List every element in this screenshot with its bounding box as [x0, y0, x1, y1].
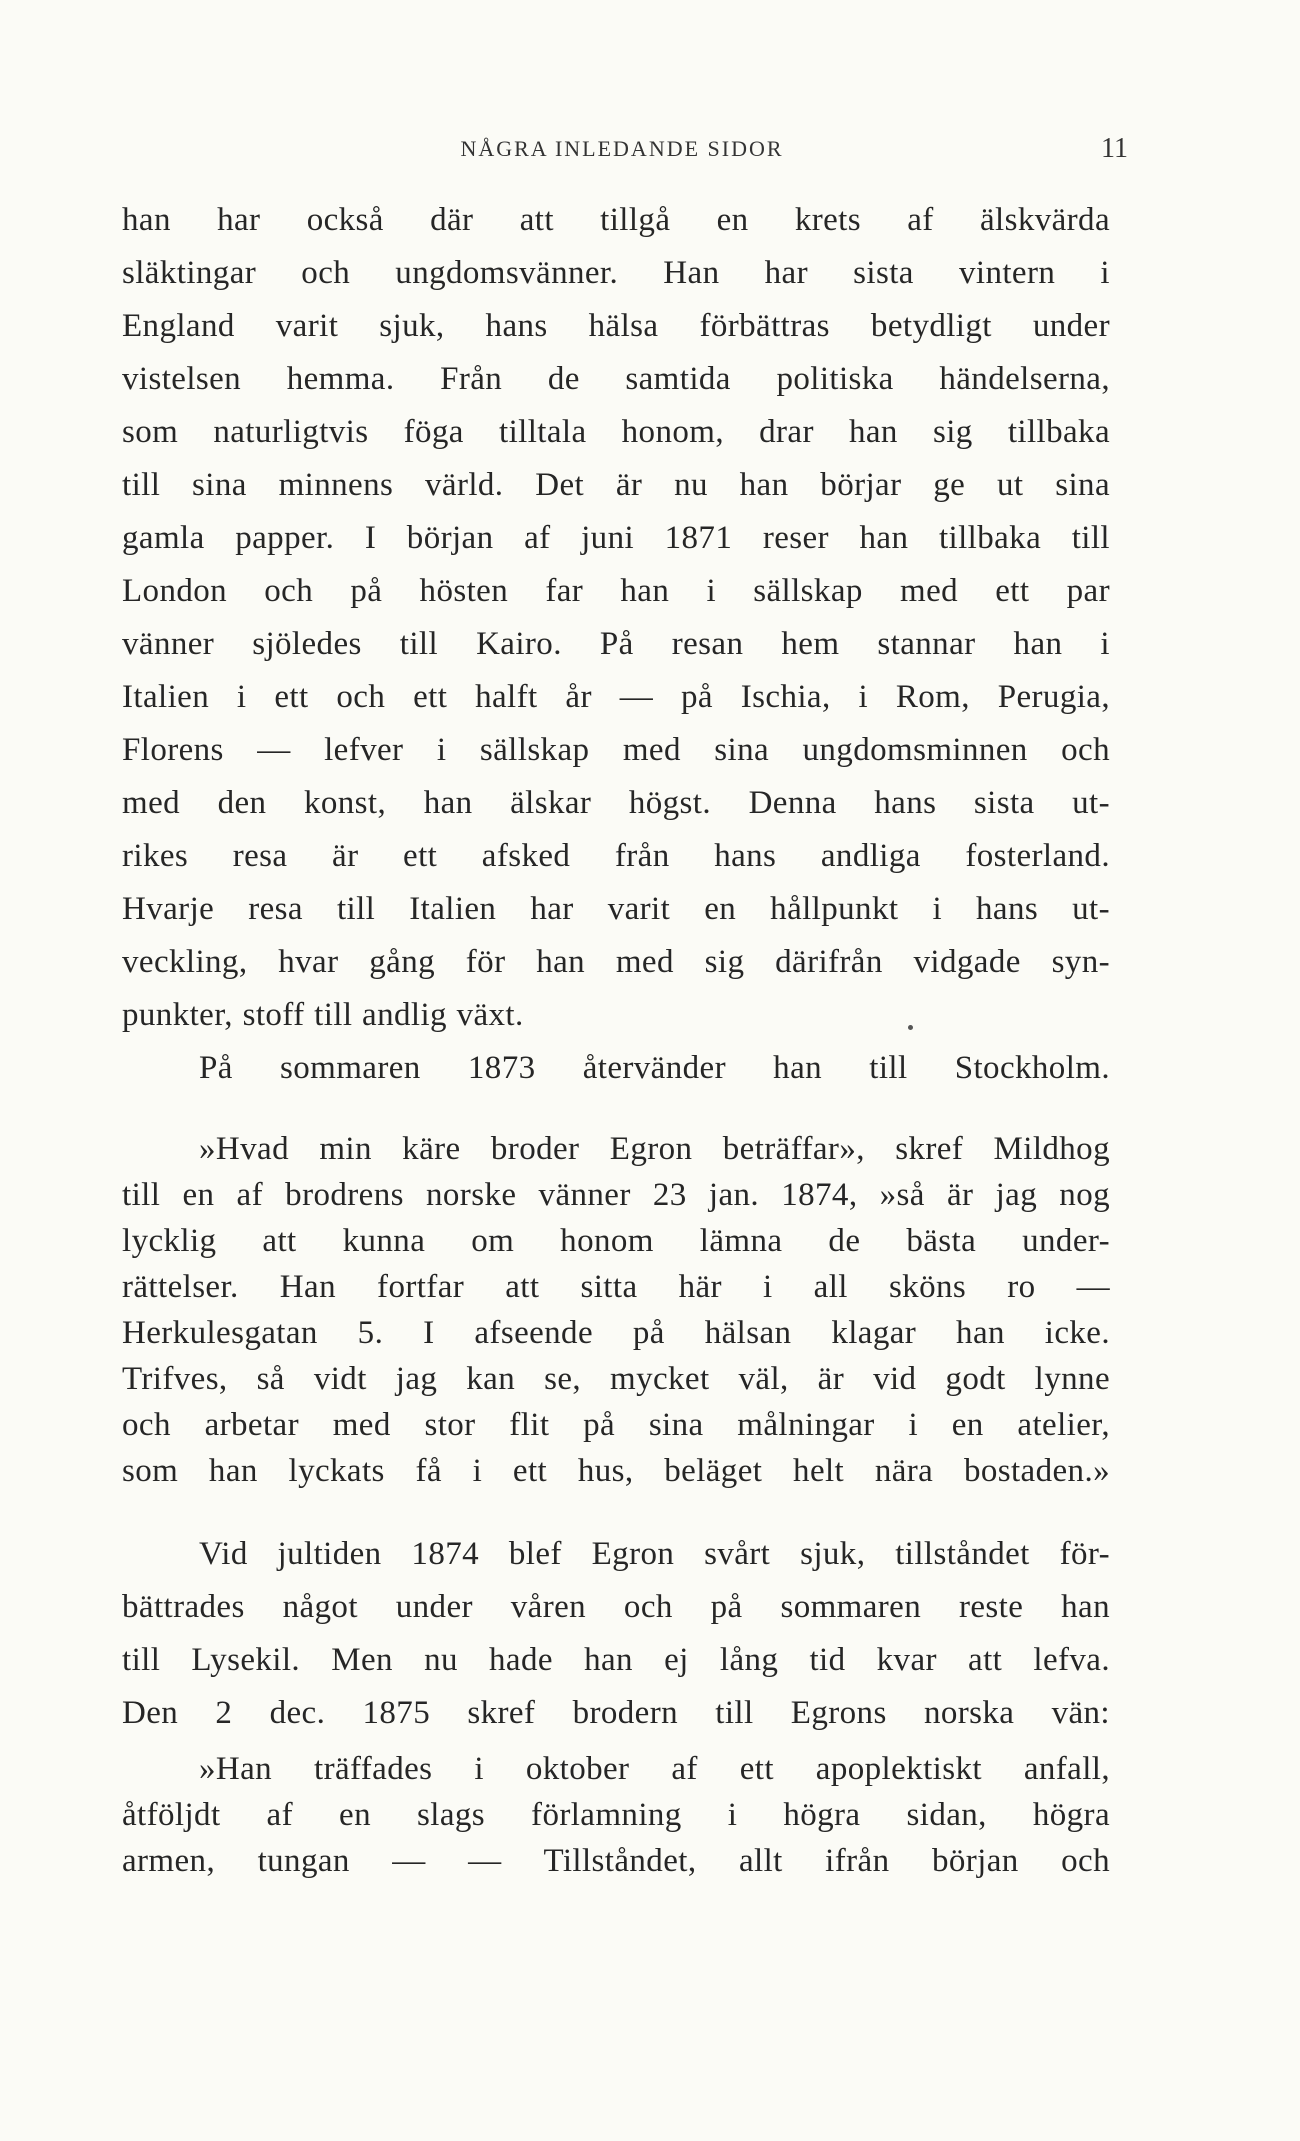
- text-line: han har också där att tillgå en krets af älskvärda: [122, 202, 1110, 238]
- text-line: vistelsen hemma. Från de samtida politiska händelserna,: [122, 361, 1110, 397]
- text-line: med den konst, han älskar högst. Denna hans sista ut-: [122, 785, 1110, 821]
- text-line: Italien i ett och ett halft år — på Ischia, i Rom, Perugia,: [122, 679, 1110, 715]
- text-line: rättelser. Han fortfar att sitta här i all sköns ro —: [122, 1269, 1110, 1305]
- paragraph-3: [122, 1126, 1110, 1494]
- page-number: 11: [1101, 133, 1128, 164]
- stray-mark: [908, 1025, 913, 1030]
- text-line: till en af brodrens norske vänner 23 jan. 1874, »så är jag nog: [122, 1177, 1110, 1213]
- text-line: åtföljdt af en slags förlamning i högra sidan, högra: [122, 1797, 1110, 1833]
- paragraph-2: [122, 1042, 1110, 1095]
- text-line: till sina minnens värld. Det är nu han börjar ge ut sina: [122, 467, 1110, 503]
- text-line: London och på hösten far han i sällskap med ett par: [122, 573, 1110, 609]
- text-line: och arbetar med stor flit på sina målningar i en atelier,: [122, 1407, 1110, 1443]
- text-line: armen, tungan — — Tillståndet, allt ifrån början och: [122, 1843, 1110, 1879]
- text-line: Hvarje resa till Italien har varit en hållpunkt i hans ut-: [122, 891, 1110, 927]
- text-line: som han lyckats få i ett hus, beläget helt nära bostaden.»: [122, 1453, 1110, 1489]
- text-line: som naturligtvis föga tilltala honom, drar han sig tillbaka: [122, 414, 1110, 450]
- text-line: släktingar och ungdomsvänner. Han har sista vintern i: [122, 255, 1110, 291]
- text-line: lycklig att kunna om honom lämna de bästa under-: [122, 1223, 1110, 1259]
- paragraph-5: [122, 1746, 1110, 1884]
- text-line: Florens — lefver i sällskap med sina ungdomsminnen och: [122, 732, 1110, 768]
- text-line: vänner sjöledes till Kairo. På resan hem stannar han i: [122, 626, 1110, 662]
- text-line: bättrades något under våren och på sommaren reste han: [122, 1589, 1110, 1625]
- text-line: Herkulesgatan 5. I afseende på hälsan klagar han icke.: [122, 1315, 1110, 1351]
- header-title: NÅGRA INLEDANDE SIDOR: [460, 136, 784, 161]
- text-line: På sommaren 1873 återvänder han till Stockholm.: [199, 1050, 1110, 1086]
- running-header: [122, 133, 1128, 172]
- text-line: England varit sjuk, hans hälsa förbättras betydligt under: [122, 308, 1110, 344]
- paragraph-1: [122, 194, 1110, 1042]
- text-line: punkter, stoff till andlig växt.: [122, 997, 524, 1033]
- text-line: Den 2 dec. 1875 skref brodern till Egrons norska vän:: [122, 1695, 1110, 1731]
- text-line: »Hvad min käre broder Egron beträffar», skref Mildhog: [199, 1131, 1110, 1167]
- text-line: Trifves, så vidt jag kan se, mycket väl, är vid godt lynne: [122, 1361, 1110, 1397]
- text-line: »Han träffades i oktober af ett apoplektiskt anfall,: [199, 1751, 1110, 1787]
- text-line: veckling, hvar gång för han med sig därifrån vidgade syn-: [122, 944, 1110, 980]
- text-line: rikes resa är ett afsked från hans andliga fosterland.: [122, 838, 1110, 874]
- paragraph-4: [122, 1528, 1110, 1740]
- text-line: till Lysekil. Men nu hade han ej lång tid kvar att lefva.: [122, 1642, 1110, 1678]
- text-line: gamla papper. I början af juni 1871 reser han tillbaka till: [122, 520, 1110, 556]
- text-line: Vid jultiden 1874 blef Egron svårt sjuk, tillståndet för-: [199, 1536, 1110, 1572]
